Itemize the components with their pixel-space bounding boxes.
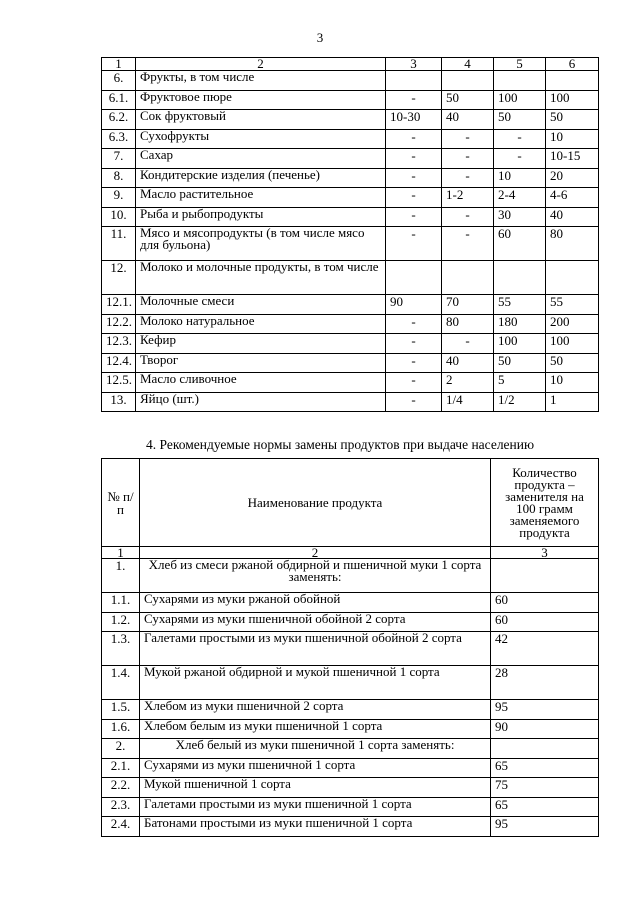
norm-value: -	[386, 207, 442, 227]
norm-value: -	[386, 188, 442, 208]
table2-number-row	[102, 547, 599, 559]
replacement-quantity: 65	[491, 797, 599, 817]
product-name: Молочные смеси	[136, 295, 386, 315]
row-number: 7.	[102, 149, 136, 169]
table-row	[102, 797, 599, 817]
row-number: 1.1.	[102, 593, 140, 613]
table-row	[102, 353, 599, 373]
norm-value: 100	[546, 334, 599, 354]
col-index-header: 5	[494, 58, 546, 71]
product-name: Хлеб белый из муки пшеничной 1 сорта заменять:	[140, 739, 491, 759]
norm-value: -	[442, 334, 494, 354]
norm-value: -	[442, 168, 494, 188]
norm-value: 50	[442, 90, 494, 110]
col-index-header: 3	[386, 58, 442, 71]
table-row	[102, 207, 599, 227]
product-name: Галетами простыми из муки пшеничной 1 сорта	[140, 797, 491, 817]
norm-value: -	[386, 314, 442, 334]
row-number: 10.	[102, 207, 136, 227]
norm-value: 5	[494, 373, 546, 393]
norm-value: 55	[494, 295, 546, 315]
col-name-header: Наименование продукта	[140, 459, 491, 547]
norm-value: 80	[442, 314, 494, 334]
product-name: Батонами простыми из муки пшеничной 1 сорта	[140, 817, 491, 837]
section-title: 4. Рекомендуемые нормы замены продуктов при выдаче населению	[146, 437, 535, 452]
norm-value: 50	[494, 353, 546, 373]
norm-value	[386, 71, 442, 91]
norm-value: -	[386, 334, 442, 354]
norm-value: -	[494, 149, 546, 169]
page-number: 3	[316, 30, 324, 45]
norm-value: 200	[546, 314, 599, 334]
norm-value: 50	[546, 353, 599, 373]
norm-value: 20	[546, 168, 599, 188]
product-name: Кондитерские изделия (печенье)	[136, 168, 386, 188]
table-row	[102, 632, 599, 666]
row-number: 2.2.	[102, 778, 140, 798]
col-index-header: 2	[140, 547, 491, 559]
table-row	[102, 758, 599, 778]
norm-value: 50	[546, 110, 599, 130]
row-number: 2.3.	[102, 797, 140, 817]
row-number: 6.	[102, 71, 136, 91]
row-number: 2.4.	[102, 817, 140, 837]
product-name: Мукой пшеничной 1 сорта	[140, 778, 491, 798]
table-row	[102, 129, 599, 149]
norm-value: 55	[546, 295, 599, 315]
table-row	[102, 373, 599, 393]
row-number: 6.3.	[102, 129, 136, 149]
replacement-quantity	[491, 559, 599, 593]
product-name: Мукой ржаной обдирной и мукой пшеничной 1 сорта	[140, 666, 491, 700]
row-number: 8.	[102, 168, 136, 188]
norm-value: -	[494, 129, 546, 149]
norm-value: 40	[442, 353, 494, 373]
norm-value: 60	[494, 227, 546, 261]
row-number: 11.	[102, 227, 136, 261]
replacement-quantity: 60	[491, 612, 599, 632]
table-row	[102, 168, 599, 188]
replacement-quantity: 95	[491, 817, 599, 837]
norm-value: 2-4	[494, 188, 546, 208]
product-name: Сухарями из муки ржаной обойной	[140, 593, 491, 613]
norm-value: -	[386, 149, 442, 169]
table-row	[102, 90, 599, 110]
norm-value: 1	[546, 392, 599, 412]
replacement-quantity: 60	[491, 593, 599, 613]
product-name: Фрукты, в том числе	[136, 71, 386, 91]
table-row	[102, 559, 599, 593]
product-name: Сок фруктовый	[136, 110, 386, 130]
table-row	[102, 71, 599, 91]
product-name: Сухофрукты	[136, 129, 386, 149]
col-number-header: № п/п	[102, 459, 140, 547]
product-name: Кефир	[136, 334, 386, 354]
norm-value: 50	[494, 110, 546, 130]
norm-value: 100	[494, 90, 546, 110]
norm-value	[546, 261, 599, 295]
product-name: Молоко и молочные продукты, в том числе	[136, 261, 386, 295]
table-row	[102, 334, 599, 354]
substitution-table	[101, 458, 599, 837]
table-row	[102, 778, 599, 798]
row-number: 1.6.	[102, 719, 140, 739]
norm-value: 10	[546, 129, 599, 149]
table-row	[102, 110, 599, 130]
norm-value: 100	[546, 90, 599, 110]
col-index-header: 4	[442, 58, 494, 71]
norm-value: 10	[494, 168, 546, 188]
product-name: Молоко натуральное	[136, 314, 386, 334]
norm-value: -	[386, 373, 442, 393]
product-name: Хлебом из муки пшеничной 2 сорта	[140, 700, 491, 720]
norm-value	[546, 71, 599, 91]
row-number: 12.	[102, 261, 136, 295]
col-index-header: 2	[136, 58, 386, 71]
norm-value: 1-2	[442, 188, 494, 208]
table-row	[102, 666, 599, 700]
norm-value: 80	[546, 227, 599, 261]
norm-value: -	[386, 353, 442, 373]
product-name: Хлебом белым из муки пшеничной 1 сорта	[140, 719, 491, 739]
norm-value: -	[386, 168, 442, 188]
norm-value: 4-6	[546, 188, 599, 208]
product-name: Масло сливочное	[136, 373, 386, 393]
norm-value: -	[386, 392, 442, 412]
row-number: 1.5.	[102, 700, 140, 720]
norm-value	[386, 261, 442, 295]
replacement-quantity	[491, 739, 599, 759]
row-number: 12.3.	[102, 334, 136, 354]
norm-value: 70	[442, 295, 494, 315]
norm-value: 40	[442, 110, 494, 130]
row-number: 12.5.	[102, 373, 136, 393]
norm-value: 1/2	[494, 392, 546, 412]
product-name: Сухарями из муки пшеничной 1 сорта	[140, 758, 491, 778]
norm-value: 30	[494, 207, 546, 227]
product-name: Сахар	[136, 149, 386, 169]
table-row	[102, 188, 599, 208]
norm-value: -	[442, 129, 494, 149]
norm-value: 1/4	[442, 392, 494, 412]
norm-value	[494, 261, 546, 295]
row-number: 1.4.	[102, 666, 140, 700]
product-name: Сухарями из муки пшеничной обойной 2 сорта	[140, 612, 491, 632]
row-number: 12.1.	[102, 295, 136, 315]
norm-value	[442, 71, 494, 91]
table-row	[102, 227, 599, 261]
product-name: Яйцо (шт.)	[136, 392, 386, 412]
table2-header-row	[102, 459, 599, 547]
product-name: Фруктовое пюре	[136, 90, 386, 110]
product-name: Масло растительное	[136, 188, 386, 208]
table-row	[102, 719, 599, 739]
table-row	[102, 392, 599, 412]
norm-value: 90	[386, 295, 442, 315]
product-name: Мясо и мясопродукты (в том числе мясо для бульона)	[136, 227, 386, 261]
replacement-quantity: 90	[491, 719, 599, 739]
row-number: 1.	[102, 559, 140, 593]
row-number: 9.	[102, 188, 136, 208]
replacement-quantity: 28	[491, 666, 599, 700]
table-row	[102, 149, 599, 169]
row-number: 2.	[102, 739, 140, 759]
replacement-quantity: 42	[491, 632, 599, 666]
norm-value: 180	[494, 314, 546, 334]
replacement-quantity: 75	[491, 778, 599, 798]
table-row	[102, 612, 599, 632]
norm-value: -	[386, 90, 442, 110]
row-number: 1.3.	[102, 632, 140, 666]
norm-value: -	[386, 227, 442, 261]
col-index-header: 6	[546, 58, 599, 71]
norm-value	[494, 71, 546, 91]
col-index-header: 3	[491, 547, 599, 559]
col-index-header: 1	[102, 58, 136, 71]
table-row	[102, 700, 599, 720]
norm-value: 40	[546, 207, 599, 227]
replacement-quantity: 65	[491, 758, 599, 778]
norm-value: 2	[442, 373, 494, 393]
table-row	[102, 295, 599, 315]
row-number: 12.2.	[102, 314, 136, 334]
product-name: Галетами простыми из муки пшеничной обойной 2 сорта	[140, 632, 491, 666]
norm-value: 10	[546, 373, 599, 393]
product-name: Творог	[136, 353, 386, 373]
table1-header-row	[102, 58, 599, 71]
row-number: 6.1.	[102, 90, 136, 110]
norm-value: 10-15	[546, 149, 599, 169]
norms-table	[101, 57, 599, 412]
col-quantity-header: Количество продукта – заменителя на 100 грамм заменяемого продукта	[491, 459, 599, 547]
row-number: 1.2.	[102, 612, 140, 632]
norm-value: 10-30	[386, 110, 442, 130]
norm-value: -	[442, 207, 494, 227]
norm-value: -	[442, 227, 494, 261]
norm-value: -	[386, 129, 442, 149]
row-number: 13.	[102, 392, 136, 412]
product-name: Хлеб из смеси ржаной обдирной и пшеничной муки 1 сорта заменять:	[140, 559, 491, 593]
replacement-quantity: 95	[491, 700, 599, 720]
table-row	[102, 593, 599, 613]
table-row	[102, 314, 599, 334]
norm-value: 100	[494, 334, 546, 354]
norm-value	[442, 261, 494, 295]
table-row	[102, 261, 599, 295]
row-number: 12.4.	[102, 353, 136, 373]
col-index-header: 1	[102, 547, 140, 559]
row-number: 2.1.	[102, 758, 140, 778]
product-name: Рыба и рыбопродукты	[136, 207, 386, 227]
table-row	[102, 817, 599, 837]
norm-value: -	[442, 149, 494, 169]
row-number: 6.2.	[102, 110, 136, 130]
table-row	[102, 739, 599, 759]
